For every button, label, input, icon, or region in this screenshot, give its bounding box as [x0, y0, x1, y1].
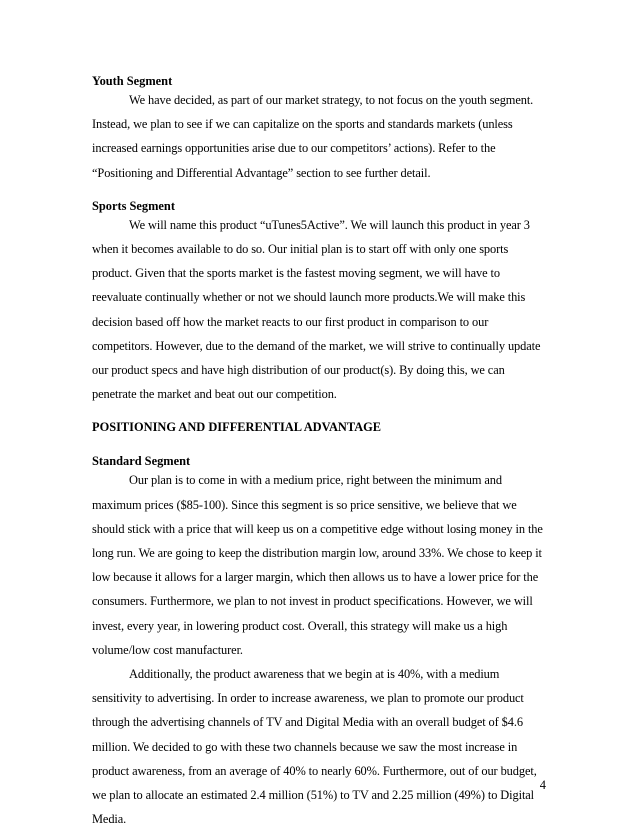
standard-segment-paragraph-2: Additionally, the product awareness that we begin at is 40%, with a medium sensitivity to advertising. In order to increase awareness, we plan to promote our product through the advertising channels of TV and Digital Media with an overall budget of $4.6 million. We decided to go with these two channels because we saw the most increase in product awareness, from an average of 40% to nearly 60%. Furthermore, out of our budget, we plan to allocate an estimated 2.4 million (51%) to TV and 2.25 million (49%) to Digital Media. [92, 667, 537, 827]
sports-segment-paragraph: We will name this product “uTunes5Active”. We will launch this product in year 3 when it becomes available to do so. Our initial plan is to start off with only one sports product. Given that the sports market is the fastest moving segment, we will have to reevaluate continually whether or not we should launch more products.We will make this decision based off how the market reacts to our first product in comparison to our competitors. However, due to the demand of the market, we will strive to continually update our product specs and have high distribution of our product(s). By doing this, we can penetrate the market and beat out our competition. [92, 217, 541, 402]
spacer [92, 185, 546, 199]
spacer [92, 406, 546, 420]
positioning-section-title: POSITIONING AND DIFFERENTIAL ADVANTAGE [92, 420, 382, 435]
page-number: 4 [539, 778, 546, 792]
standard-segment-paragraph-1: Our plan is to come in with a medium price, right between the minimum and maximum prices ($85-100). Since this segment is so price sensitive, we believe that we should stick with a price that will keep us on a competitive edge without losing money in the long run. We are going to keep the distribution margin low, around 33%. We chose to keep it low because it allows for a larger margin, which then allows us to have a lower price for the consumers. Furthermore, we plan to not invest in product specifications. However, we will invest, every year, in lowering product cost. Overall, this strategy will make us a high volume/low cost manufacturer. [92, 473, 543, 657]
standard-segment-heading: Standard Segment [92, 454, 191, 469]
spacer [92, 434, 546, 454]
youth-segment-paragraph: We have decided, as part of our market strategy, to not focus on the youth segment. Instead, we plan to see if we can capitalize on the sports and standards markets (unless increased earnings opportunities arise due to our competitors’ actions). Refer to the “Positioning and Differential Advantage” section to see further detail. [92, 93, 534, 180]
youth-segment-heading: Youth Segment [92, 74, 173, 88]
sports-segment-heading: Sports Segment [92, 198, 175, 213]
